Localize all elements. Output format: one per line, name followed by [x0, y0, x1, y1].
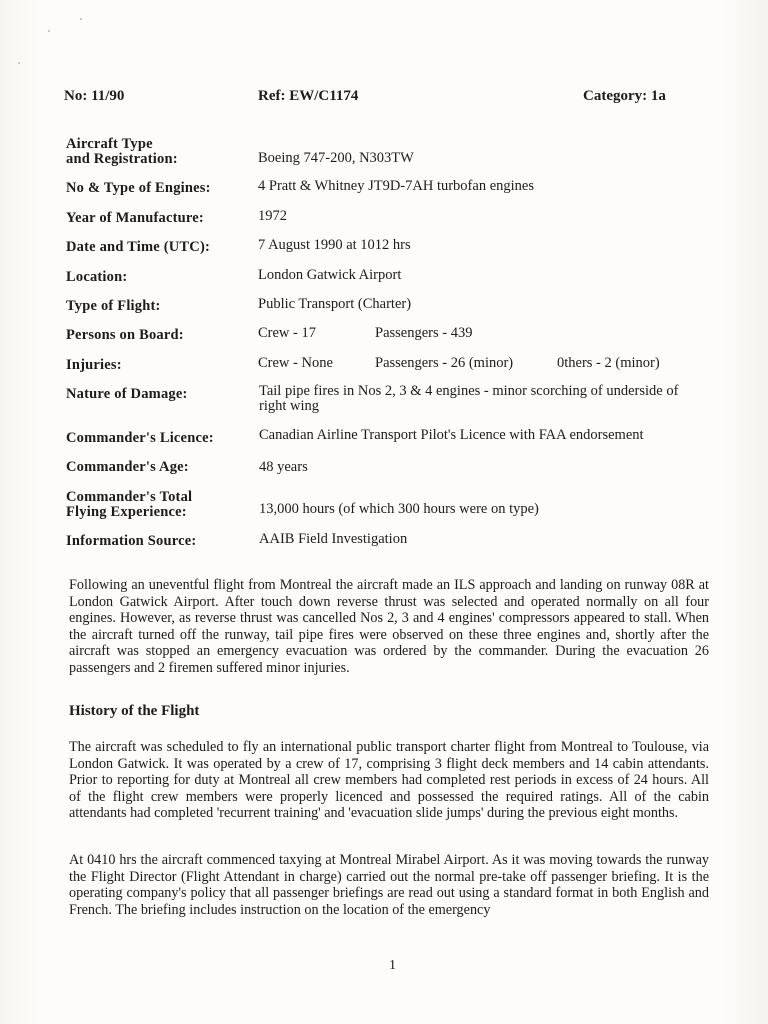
commander-licence-label: Commander's Licence:: [66, 430, 214, 446]
scan-speck: [80, 18, 82, 20]
flying-experience-label: Commander's Total Flying Experience:: [66, 489, 193, 520]
injuries-others-value: 0thers - 2 (minor): [557, 355, 660, 371]
injuries-label: Injuries:: [66, 357, 122, 373]
injuries-passengers-value: Passengers - 26 (minor): [375, 355, 514, 371]
date-time-label: Date and Time (UTC):: [66, 239, 211, 255]
flying-experience-value: 13,000 hours (of which 300 hours were on type): [259, 501, 539, 517]
persons-on-board-label: Persons on Board:: [66, 327, 184, 343]
history-paragraph-2: At 0410 hrs the aircraft commenced taxying at Montreal Mirabel Airport. As it was moving towards the runway the Flight Director (Flight Attendant in charge) carried out the normal pre-take off passenger briefing. It is the operating company's policy that all passenger briefings are read out using a standard format in both English and French. The briefing includes instruction on the location of the emergency: [69, 852, 709, 918]
history-heading: History of the Flight: [69, 703, 200, 719]
scan-speck: [48, 30, 50, 32]
location-label: Location:: [66, 269, 128, 285]
manufacture-year-value: 1972: [258, 208, 287, 224]
page-number: 1: [389, 958, 396, 973]
injuries-crew-value: Crew - None: [258, 355, 333, 371]
information-source-value: AAIB Field Investigation: [259, 531, 408, 547]
persons-passengers-value: Passengers - 439: [375, 325, 473, 341]
report-number: No: 11/90: [64, 88, 125, 104]
history-paragraph-1: The aircraft was scheduled to fly an international public transport charter flight from Montreal to Toulouse, via London Gatwick. It was operated by a crew of 17, comprising 3 flight deck members and 14 cabin attendants. Prior to reporting for duty at Montreal all crew members had completed rest periods in excess of 24 hours. All of the flight crew members were properly licenced and possessed the required ratings. All of the cabin attendants had completed 'recurrent training' and 'evacuation slide jumps' during the previous eight months.: [69, 739, 709, 821]
engines-value: 4 Pratt & Whitney JT9D-7AH turbofan engines: [258, 178, 534, 194]
location-value: London Gatwick Airport: [258, 267, 402, 283]
report-category: Category: 1a: [583, 88, 666, 104]
damage-value: Tail pipe fires in Nos 2, 3 & 4 engines - minor scorching of underside of right wing: [259, 383, 679, 414]
scan-speck: [18, 62, 20, 64]
commander-age-label: Commander's Age:: [66, 459, 189, 475]
date-time-value: 7 August 1990 at 1012 hrs: [258, 237, 411, 253]
persons-crew-value: Crew - 17: [258, 325, 316, 341]
commander-age-value: 48 years: [259, 459, 308, 475]
damage-label: Nature of Damage:: [66, 386, 188, 402]
information-source-label: Information Source:: [66, 533, 197, 549]
aircraft-type-value: Boeing 747-200, N303TW: [258, 150, 414, 166]
aircraft-type-label: Aircraft Type and Registration:: [66, 136, 178, 167]
engines-label: No & Type of Engines:: [66, 180, 211, 196]
manufacture-year-label: Year of Manufacture:: [66, 210, 204, 226]
flight-type-label: Type of Flight:: [66, 298, 161, 314]
flight-type-value: Public Transport (Charter): [258, 296, 412, 312]
commander-licence-value: Canadian Airline Transport Pilot's Licence with FAA endorsement: [259, 427, 644, 443]
report-ref: Ref: EW/C1174: [258, 88, 359, 104]
summary-paragraph: Following an uneventful flight from Montreal the aircraft made an ILS approach and landing on runway 08R at London Gatwick Airport. After touch down reverse thrust was selected and operated normally on all four engines. However, as reverse thrust was cancelled Nos 2, 3 and 4 engines' compressors appeared to stall. When the aircraft turned off the runway, tail pipe fires were observed on these three engines and, shortly after the aircraft was stopped an emergency evacuation was ordered by the commander. During the evacuation 26 passengers and 2 firemen suffered minor injuries.: [69, 577, 709, 676]
